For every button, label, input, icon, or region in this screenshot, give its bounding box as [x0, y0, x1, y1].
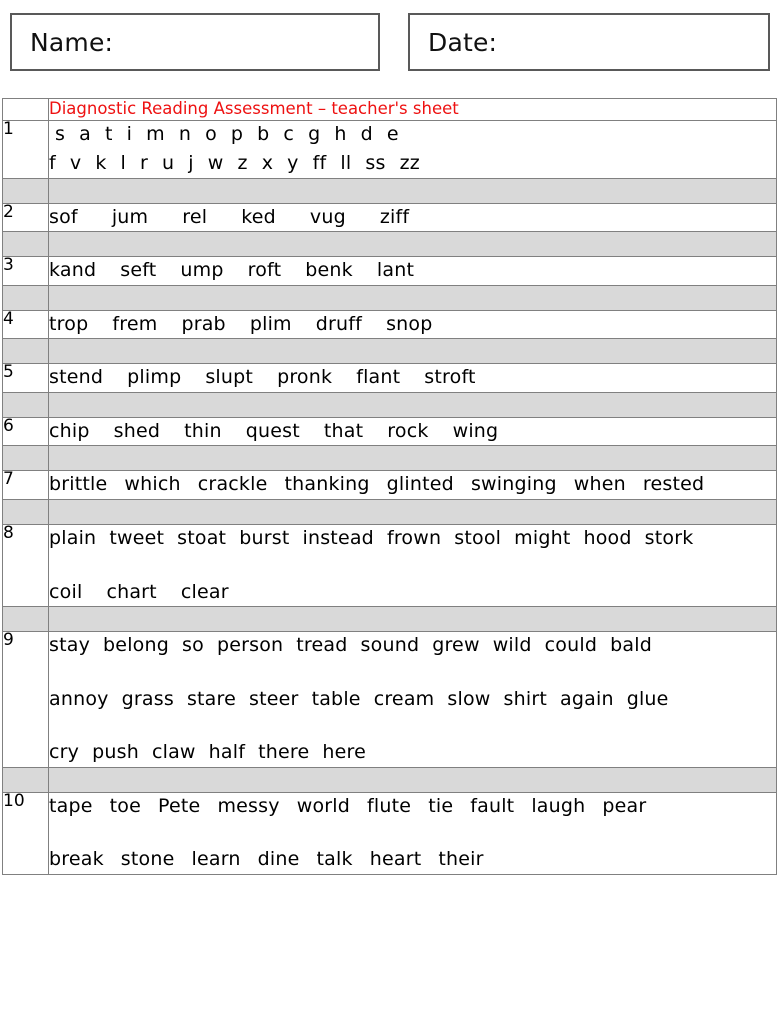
word: rested	[642, 473, 705, 496]
spacer-row	[3, 767, 777, 792]
row-content	[49, 525, 777, 607]
spacer-row	[3, 500, 777, 525]
word: could	[544, 634, 598, 657]
word: sof	[49, 205, 78, 228]
row-number: 1	[3, 120, 49, 178]
word: when	[573, 473, 626, 496]
word: trop	[49, 312, 89, 335]
word: laugh	[531, 794, 586, 817]
word: rock	[387, 419, 429, 442]
row-number: 9	[3, 632, 49, 768]
spacer-number-cell	[3, 339, 49, 364]
word: heart	[369, 848, 422, 871]
spacer-cell	[49, 607, 777, 632]
word: roft	[247, 259, 282, 282]
word: c	[283, 122, 295, 145]
word: clear	[180, 580, 229, 603]
word: chart	[106, 580, 157, 603]
word: table	[311, 687, 361, 710]
word: y	[287, 152, 299, 175]
word: their	[438, 848, 484, 871]
spacer-number-cell	[3, 232, 49, 257]
word: d	[360, 122, 373, 145]
word: cry	[49, 741, 80, 764]
word-line	[49, 418, 776, 446]
row-number: 7	[3, 471, 49, 500]
table-row	[3, 257, 777, 286]
spacer-row	[3, 392, 777, 417]
word: rel	[182, 205, 208, 228]
name-field-box[interactable]	[10, 13, 380, 71]
row-number: 8	[3, 525, 49, 607]
word: might	[514, 527, 571, 549]
row-number: 5	[3, 364, 49, 393]
word: seft	[120, 259, 157, 282]
word: n	[178, 122, 192, 145]
word: ll	[340, 152, 352, 175]
word: stroft	[424, 366, 476, 389]
word-line	[49, 846, 776, 874]
row-content	[49, 120, 777, 178]
word-line	[49, 579, 776, 607]
word: chip	[49, 419, 90, 442]
word: benk	[305, 259, 353, 282]
spacer-cell	[49, 767, 777, 792]
spacer-row	[3, 446, 777, 471]
word: frown	[386, 527, 442, 549]
word: ziff	[379, 205, 410, 228]
word: quest	[245, 419, 300, 442]
word: w	[207, 152, 224, 175]
word-line	[49, 471, 776, 499]
word-line	[49, 686, 776, 714]
word: druff	[315, 312, 363, 335]
word: messy	[217, 794, 280, 817]
spacer-cell	[49, 178, 777, 203]
word: tie	[428, 794, 454, 817]
row-number: 10	[3, 792, 49, 874]
word: u	[162, 152, 175, 175]
assessment-table	[2, 98, 777, 875]
word: grew	[432, 634, 480, 657]
word: vug	[309, 205, 346, 228]
word: thanking	[284, 473, 370, 496]
table-row	[3, 471, 777, 500]
spacer-cell	[49, 285, 777, 310]
word: stare	[186, 687, 237, 710]
word: l	[120, 152, 127, 175]
table-title-row	[3, 99, 777, 121]
word: crackle	[197, 473, 268, 496]
word: zz	[399, 152, 420, 175]
word: hood	[583, 527, 632, 549]
word: j	[188, 152, 194, 175]
word: v	[69, 152, 82, 175]
word: pronk	[277, 366, 333, 389]
header-fields	[10, 13, 770, 71]
word: sound	[360, 634, 420, 657]
word: brittle	[49, 473, 108, 496]
word: slow	[447, 687, 491, 710]
word: glinted	[386, 473, 454, 496]
word: z	[237, 152, 248, 175]
word: s	[55, 122, 66, 145]
table-row	[3, 525, 777, 607]
spacer-cell	[49, 232, 777, 257]
word: pear	[602, 794, 647, 817]
word: tweet	[109, 527, 165, 549]
word: shirt	[503, 687, 548, 710]
word: a	[79, 122, 91, 145]
word: snop	[386, 312, 433, 335]
table-row	[3, 364, 777, 393]
word: that	[323, 419, 364, 442]
word: prab	[181, 312, 226, 335]
title-row-number-cell	[3, 99, 49, 121]
table-row	[3, 632, 777, 768]
word: stork	[644, 527, 694, 549]
row-content	[49, 471, 777, 500]
word: break	[49, 848, 104, 871]
word: half	[208, 741, 246, 764]
word: grass	[121, 687, 174, 710]
table-row	[3, 792, 777, 874]
row-content	[49, 364, 777, 393]
word: coil	[49, 580, 83, 603]
word: claw	[151, 741, 196, 764]
word: kand	[49, 259, 97, 282]
row-content	[49, 203, 777, 232]
word-line	[49, 257, 776, 285]
word: world	[296, 794, 351, 817]
word: push	[92, 741, 139, 764]
word: x	[261, 152, 274, 175]
row-content	[49, 792, 777, 874]
date-field-box[interactable]	[408, 13, 770, 71]
word: ked	[241, 205, 276, 228]
word: again	[560, 687, 614, 710]
spacer-row	[3, 607, 777, 632]
sheet-title: Diagnostic Reading Assessment – teacher's sheet	[49, 99, 459, 118]
word: ss	[365, 152, 386, 175]
name-label: Name:	[30, 27, 114, 57]
row-content	[49, 310, 777, 339]
spacer-row	[3, 232, 777, 257]
row-content	[49, 632, 777, 768]
row-number: 6	[3, 417, 49, 446]
word: m	[146, 122, 165, 145]
word: person	[216, 634, 284, 657]
word: bald	[610, 634, 652, 657]
word: lant	[376, 259, 415, 282]
word: steer	[249, 687, 299, 710]
word-line	[49, 204, 776, 232]
word-line	[49, 150, 776, 178]
spacer-row	[3, 178, 777, 203]
table-row	[3, 203, 777, 232]
word: glue	[626, 687, 669, 710]
word: b	[257, 122, 270, 145]
word: ump	[180, 259, 224, 282]
word: plimp	[127, 366, 182, 389]
spacer-number-cell	[3, 285, 49, 310]
word-line	[49, 364, 776, 392]
word: cream	[373, 687, 435, 710]
word: thin	[184, 419, 222, 442]
word: e	[386, 122, 399, 145]
word: stay	[49, 634, 91, 657]
word: h	[334, 122, 347, 145]
word: ff	[312, 152, 327, 175]
word: plain	[49, 527, 97, 549]
word: i	[126, 122, 133, 145]
spacer-cell	[49, 500, 777, 525]
word: annoy	[49, 687, 109, 710]
spacer-cell	[49, 446, 777, 471]
spacer-number-cell	[3, 446, 49, 471]
word: tape	[49, 794, 93, 817]
word-line	[49, 739, 776, 767]
word: plim	[249, 312, 292, 335]
spacer-row	[3, 339, 777, 364]
row-content	[49, 257, 777, 286]
title-row-cell	[49, 99, 777, 121]
word: jum	[111, 205, 149, 228]
word: dine	[257, 848, 300, 871]
word: toe	[109, 794, 142, 817]
word-line	[49, 793, 776, 821]
word: swinging	[470, 473, 557, 496]
word-line	[49, 121, 776, 149]
spacer-row	[3, 285, 777, 310]
word: wing	[452, 419, 499, 442]
row-number: 4	[3, 310, 49, 339]
spacer-number-cell	[3, 392, 49, 417]
word: learn	[191, 848, 241, 871]
word: f	[49, 152, 56, 175]
spacer-cell	[49, 339, 777, 364]
spacer-number-cell	[3, 500, 49, 525]
word-line	[49, 525, 776, 553]
word: Pete	[158, 794, 201, 817]
word: t	[104, 122, 113, 145]
word: there	[258, 741, 310, 764]
word: shed	[113, 419, 161, 442]
word: instead	[302, 527, 374, 549]
word: stend	[49, 366, 104, 389]
word: g	[308, 122, 321, 145]
table-row	[3, 310, 777, 339]
word: tread	[296, 634, 348, 657]
assessment-table-body	[3, 99, 777, 875]
word: so	[182, 634, 204, 657]
word: r	[140, 152, 149, 175]
word: flute	[367, 794, 412, 817]
word: fault	[470, 794, 515, 817]
spacer-number-cell	[3, 767, 49, 792]
row-number: 3	[3, 257, 49, 286]
word: stone	[120, 848, 175, 871]
word: flant	[356, 366, 401, 389]
word-line	[49, 632, 776, 660]
word-line	[49, 311, 776, 339]
word: belong	[103, 634, 170, 657]
date-label: Date:	[428, 27, 498, 57]
word: o	[205, 122, 217, 145]
word: stool	[454, 527, 502, 549]
word: which	[124, 473, 181, 496]
row-number: 2	[3, 203, 49, 232]
word: wild	[492, 634, 532, 657]
table-row	[3, 120, 777, 178]
spacer-number-cell	[3, 178, 49, 203]
word: talk	[316, 848, 353, 871]
table-row	[3, 417, 777, 446]
row-content	[49, 417, 777, 446]
word: stoat	[177, 527, 227, 549]
word: k	[95, 152, 107, 175]
word: here	[322, 741, 367, 764]
word: burst	[239, 527, 290, 549]
spacer-number-cell	[3, 607, 49, 632]
word: p	[230, 122, 244, 145]
spacer-cell	[49, 392, 777, 417]
word: frem	[112, 312, 158, 335]
word: slupt	[205, 366, 254, 389]
